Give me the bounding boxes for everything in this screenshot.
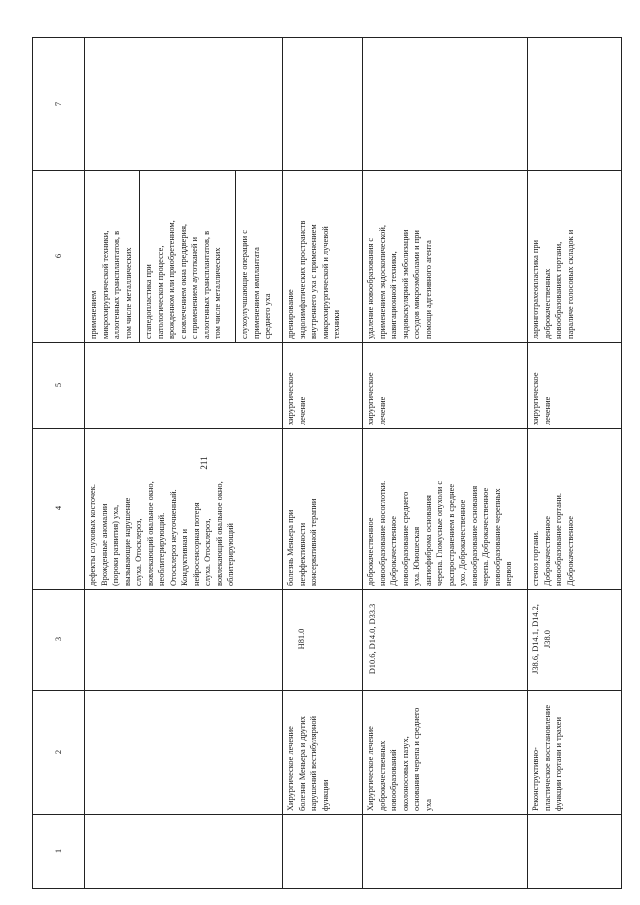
row1-method-2: стапедопластика при патологическом процессе, врожденном или приобретенном, с вовлечением окна преддверия, с применением аутотканей и аллогенных трансплантатов, в том числе металлических — [144, 220, 222, 339]
column-header-1: 1 — [53, 848, 63, 854]
row3-name: Хирургическое лечение доброкачественных новообразований околоносовых пазух, основания черепа и среднего уха — [366, 707, 433, 811]
row2-treatment: хирургическое лечение — [286, 372, 307, 425]
row2-diagnosis: болезнь Меньера при неэффективности консервативной терапии — [286, 498, 318, 586]
row1-method-1: применением микрохирургической техники, аллогенных трансплантатов, в том числе металлических — [89, 230, 133, 339]
column-divider — [32, 814, 622, 815]
column-header-4: 4 — [53, 505, 63, 511]
row2-method: дренирование эндолимфатических пространств внутреннего уха с применением микрохирургической и лучевой техники — [286, 220, 341, 339]
row-divider — [282, 37, 283, 889]
row1-diagnosis: дефекты слуховых косточек. Врожденные аномалии (пороки развития) уха, вызывающие нарушение слуха. Отосклероз, вовлекающий овальное окно, необлитерирующий. Отосклероз неуточненный. Кондуктивная и нейросенсорная потеря слуха. Отосклероз, вовлекающий овальное окно, облитерирующий — [88, 481, 235, 586]
column-header-2: 2 — [53, 749, 63, 755]
row2-name: Хирургическое лечение болезни Меньера и других нарушений вестибулярной функции — [286, 716, 330, 811]
row1-method-3: слухоулучшающие операции с применением имплантата среднего уха — [240, 230, 272, 339]
row4-treatment: хирургическое лечение — [531, 372, 552, 425]
row3-diagnosis: доброкачественное новообразование носоглотки. Доброкачественное новообразование среднего уха. Юношеская ангиофиброма основания черепа. Гломусные опухоли с распространением в среднее ухо. Доброкачественное новообразование основания черепа. Доброкачественное новообразование черепных нервов — [366, 480, 513, 586]
page-number: 211 — [199, 456, 209, 470]
subrow-divider — [139, 170, 140, 342]
column-header-5: 5 — [53, 382, 63, 388]
row3-method: удаление новообразования с применением эндоскопической, навигационной техники, эндоваскулярной эмболизации сосудов микроэмболами и при помощи адгезивного агента — [366, 225, 433, 339]
row3-treatment: хирургическое лечение — [366, 372, 387, 425]
column-header-6: 6 — [53, 253, 63, 259]
row4-method: ларинготрахеопластика при доброкачественных новообразованиях гортани, параличе голосовых складок и — [531, 229, 575, 339]
subrow-divider — [235, 170, 236, 342]
row2-code: H81.0 — [297, 628, 306, 650]
column-header-7: 7 — [53, 101, 63, 107]
column-header-3: 3 — [53, 636, 63, 642]
header-divider — [84, 37, 85, 889]
row-divider — [527, 37, 528, 889]
row4-diagnosis: стеноз гортани. Доброкачественное новообразование гортани. Доброкачественное — [531, 493, 575, 586]
row3-codes: D10.6, D14.0, D33.3 — [368, 603, 377, 675]
row-divider — [362, 37, 363, 889]
row4-name: Реконструктивно- пластическое восстановление функции гортани и трахеи — [531, 704, 563, 811]
row4-codes: J38.6, D14.1, D14.2, J38.0 — [531, 604, 552, 674]
